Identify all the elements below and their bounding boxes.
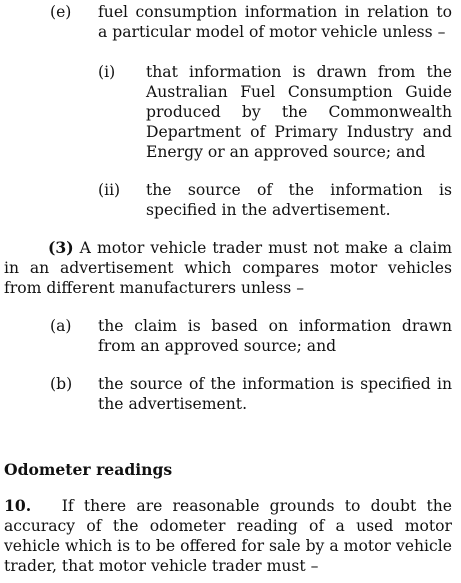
subsection-3-number: (3) xyxy=(48,238,74,257)
item-e-i-label: (i) xyxy=(98,63,116,81)
item-e-ii-text: the source of the information is specified in the advertisement. xyxy=(146,181,452,219)
section-10-text: If there are reasonable grounds to doubt the accuracy of the odometer reading of a used motor vehicle which is to be offered for sale by a motor vehicle trader, that motor vehicle trader must – xyxy=(4,497,452,575)
section-10-paragraph xyxy=(4,496,452,576)
item-e-text: fuel consumption information in relation to a particular model of motor vehicle unless – xyxy=(98,3,452,41)
subsection-3-paragraph xyxy=(4,238,452,298)
subsection-3-text: A motor vehicle trader must not make a claim in an advertisement which compares motor vehicles from different manufacturers unless – xyxy=(4,239,452,297)
item-b-label: (b) xyxy=(50,375,73,393)
section-10-number: 10. xyxy=(4,496,32,515)
item-e-i-text: that information is drawn from the Australian Fuel Consumption Guide produced by the Commonwealth Department of Primary Industry and Energy or an approved source; and xyxy=(146,63,452,161)
item-a-label: (a) xyxy=(50,317,72,335)
item-e-label: (e) xyxy=(50,3,72,21)
item-b-text: the source of the information is specified in the advertisement. xyxy=(98,375,452,413)
item-a-text: the claim is based on information drawn from an approved source; and xyxy=(98,317,452,355)
item-e-ii-label: (ii) xyxy=(98,181,121,199)
section-heading: Odometer readings xyxy=(4,460,173,479)
